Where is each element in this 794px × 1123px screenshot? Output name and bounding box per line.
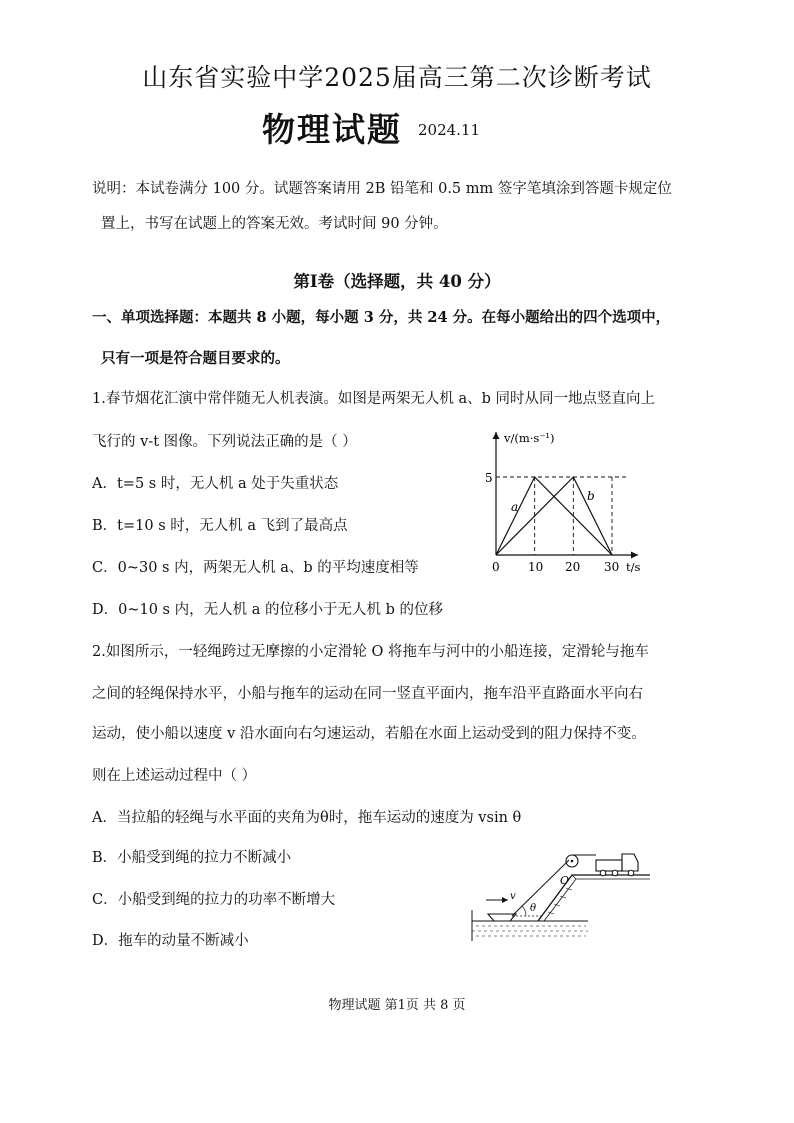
- q1-stem-line-2: 飞行的 v-t 图像。下列说法正确的是（ ）: [92, 434, 357, 450]
- q1-option-c: C．0~30 s 内，两架无人机 a、b 的平均速度相等: [92, 560, 419, 576]
- q1-option-a: A．t=5 s 时，无人机 a 处于失重状态: [92, 476, 339, 492]
- q2-option-b: B．小船受到绳的拉力不断减小: [92, 850, 292, 866]
- page-footer: 物理试题 第1页 共 8 页: [328, 998, 466, 1013]
- boat-pulley-figure: [468, 848, 658, 943]
- series-b-label: b: [587, 489, 595, 503]
- q2-stem-line-1: 2.如图所示，一轻绳跨过无摩擦的小定滑轮 O 将拖车与河中的小船连接，定滑轮与拖车: [92, 644, 649, 660]
- angle-label: θ: [530, 903, 537, 914]
- rope-slanted: [512, 860, 569, 916]
- velocity-label: v: [510, 891, 516, 902]
- x-tick-20: 20: [565, 560, 581, 574]
- instructions-line-2: 置上，书写在试题上的答案无效。考试时间 90 分钟。: [101, 216, 448, 232]
- q2-option-c: C．小船受到绳的拉力的功率不断增大: [92, 892, 336, 908]
- exam-date: 2024.11: [418, 121, 481, 139]
- pulley-label: O: [560, 874, 570, 887]
- boat: [488, 914, 516, 921]
- x-tick-30: 30: [604, 560, 620, 574]
- vt-graph: [470, 422, 650, 582]
- x-axis-label: t/s: [626, 560, 641, 574]
- tow-truck: [596, 854, 638, 876]
- river-bank: [538, 875, 650, 921]
- part1-instruction-line-1: 一、单项选择题：本题共 8 小题，每小题 3 分，共 24 分。在每小题给出的四个选项中，: [92, 309, 671, 326]
- y-axis-label: v/(m·s⁻¹): [504, 431, 555, 445]
- subject-title: 物理试题: [262, 110, 402, 149]
- q2-stem-line-4: 则在上述运动过程中（ ）: [92, 768, 257, 784]
- y-tick-5: 5: [485, 471, 493, 485]
- q2-stem-line-2: 之间的轻绳保持水平，小船与拖车的运动在同一竖直平面内，拖车沿平直路面水平向右: [92, 686, 643, 702]
- q2-stem-line-3: 运动，使小船以速度 v 沿水面向右匀速运动，若船在水面上运动受到的阻力保持不变。: [92, 726, 646, 742]
- x-tick-0: 0: [492, 560, 500, 574]
- x-tick-10: 10: [528, 560, 544, 574]
- part1-instruction-line-2: 只有一项是符合题目要求的。: [101, 350, 290, 367]
- q2-option-d: D．拖车的动量不断减小: [92, 933, 249, 949]
- q1-stem-line-1: 1.春节烟花汇演中常伴随无人机表演。如图是两架无人机 a、b 同时从同一地点竖直向上: [92, 391, 655, 407]
- q2-option-a: A．当拉船的轻绳与水平面的夹角为θ时，拖车运动的速度为 vsin θ: [92, 810, 522, 826]
- q1-option-b: B．t=10 s 时，无人机 a 飞到了最高点: [92, 518, 348, 534]
- exam-title: 山东省实验中学2025届高三第二次诊断考试: [142, 63, 652, 92]
- series-a-label: a: [511, 500, 519, 514]
- section-title: 第Ⅰ卷（选择题，共 40 分）: [293, 272, 501, 291]
- instructions-line-1: 说明：本试卷满分 100 分。试题答案请用 2B 铅笔和 0.5 mm 签字笔填涂到答题卡规定位: [92, 181, 672, 197]
- q1-option-d: D．0~10 s 内，无人机 a 的位移小于无人机 b 的位移: [92, 602, 443, 618]
